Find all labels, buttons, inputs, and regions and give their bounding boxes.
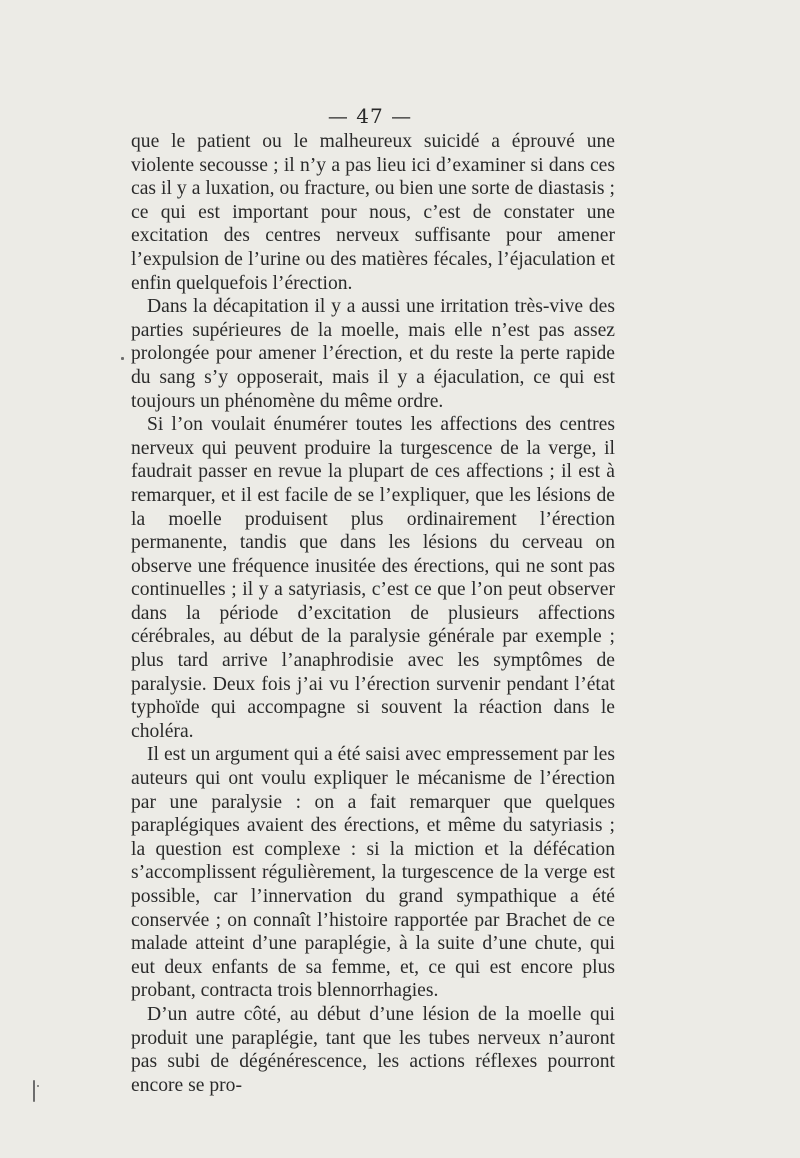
paragraph-2: Dans la décapitation il y a aussi une irritation très-vive des parties supérieures de la moelle, mais elle n’est pas assez prolongée pour amener l’érection, et du reste la perte rapide du sang s’y opposerait, mais il y a éjaculation, ce qui est toujours un phénomène du même ordre. [131,296,615,412]
body-text [131,130,615,1097]
scan-speck [121,357,124,360]
paragraph-4: Il est un argument qui a été saisi avec empressement par les auteurs qui ont voulu expliquer le mécanisme de l’érection par une paralysie : on a fait remarquer que quelques paraplégiques avaient des érections, et même du satyriasis ; la question est complexe : si la miction et la défécation s’accomplissent régulièrement, la turgescence de la verge est possible, car l’innervation du grand sympathique a été conservée ; on connaît l’histoire rapportée par Brachet de ce malade atteint d’une paraplégie, à la suite d’une chute, qui eut deux enfants de sa femme, et, ce qui est encore plus probant, contracta trois blennorrhagies. [131,744,615,1002]
paragraph-1: que le patient ou le malheureux suicidé a éprouvé une violente secousse ; il n’y a pas lieu ici d’examiner si dans ces cas il y a luxation, ou fracture, ou bien une sorte de diastasis ; ce qui est important pour nous, c’est de constater une excitation des centres nerveux suffisante pour amener l’expulsion de l’urine ou des matières fécales, l’éjaculation et enfin quelquefois l’érection. [131,131,615,294]
page-number: — 47 — [327,104,413,128]
scan-speck [37,1085,39,1087]
paragraph-3: Si l’on voulait énumérer toutes les affections des centres nerveux qui peuvent produire la turgescence de la verge, il faudrait passer en revue la plupart de ces affections ; il est à remarquer, et il est facile de se l’expliquer, que les lésions de la moelle produisent plus ordinairement l’érection permanente, tandis que dans les lésions du cerveau on observe une fréquence inusitée des érections, qui ne sont pas continuelles ; il y a satyriasis, c’est ce que l’on peut observer dans la période d’excitation de plusieurs affections cérébrales, au début de la paralysie générale par exemple ; plus tard arrive l’anaphrodisie avec les symptômes de paralysie. Deux fois j’ai vu l’érection survenir pendant l’état typhoïde qui accompagne si souvent la réaction dans le choléra. [131,414,615,742]
scan-speck [33,1080,35,1102]
paragraph-5: D’un autre côté, au début d’une lésion de la moelle qui produit une paraplégie, tant que les tubes nerveux n’auront pas subi de dégénérescence, les actions réflexes pourront encore se pro- [131,1003,615,1096]
